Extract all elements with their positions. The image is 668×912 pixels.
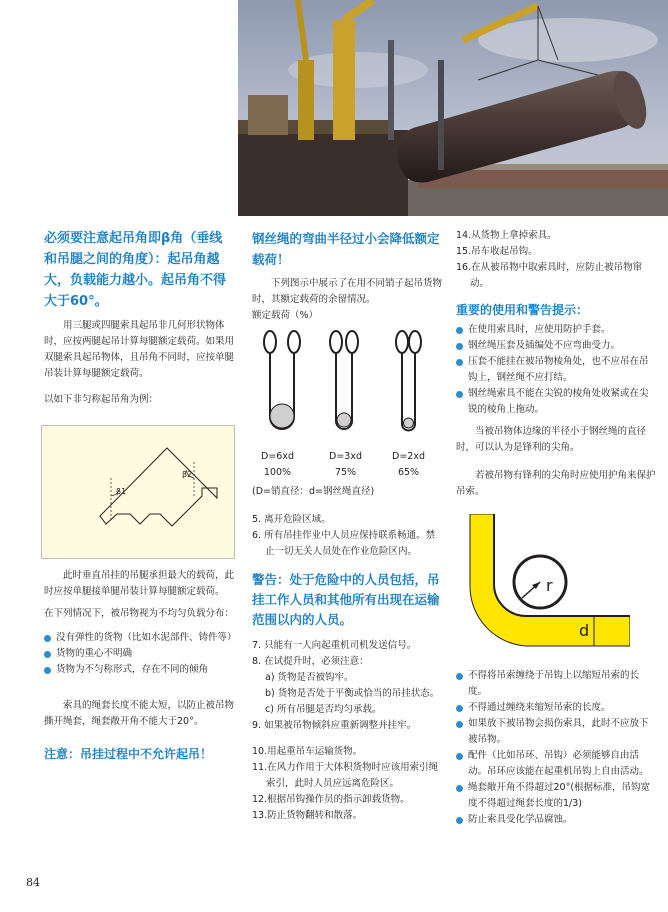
list-item: 14.从货物上拿掉索具。 xyxy=(456,230,557,241)
crane-lifting-photo xyxy=(238,0,668,216)
bullet-icon xyxy=(456,817,463,824)
bullet-icon xyxy=(456,705,463,712)
bullet-icon xyxy=(456,785,463,792)
tips-list xyxy=(456,322,656,418)
diameter-label: d xyxy=(579,621,590,640)
list-item: 货物为不匀称形式，存在不同的倾角 xyxy=(44,662,234,678)
procedure-list xyxy=(252,638,444,824)
angle-label-beta1: β1 xyxy=(116,487,127,496)
list-item: 7. 只能有一人向起重机司机发送信号。 xyxy=(252,640,417,651)
list-item: 8. 在试提升时，必须注意： xyxy=(252,656,369,667)
list-item: 防止索具受化学品腐蚀。 xyxy=(456,812,656,828)
bullet-icon xyxy=(456,673,463,680)
list-item: 货物的重心不明确 xyxy=(44,646,234,662)
list-item: 16.在从被吊物中取索具时，应防止被吊物窜动。 xyxy=(456,262,643,289)
list-item: 钢丝绳索具不能在尖锐的棱角处收紧或在尖锐的棱角上拖动。 xyxy=(456,386,656,418)
paragraph: 以如下非匀称起吊角为例： xyxy=(44,394,159,405)
bullet-icon xyxy=(456,343,463,350)
note-heading: 注意：吊挂过程中不允许起吊！ xyxy=(44,747,213,761)
bullet-icon xyxy=(456,753,463,760)
rope-loops-diagram xyxy=(252,325,444,440)
list-item: 不得通过缠绕来缩短吊索的长度。 xyxy=(456,700,656,716)
paragraph: 此时垂直吊挂的吊腿承担最大的载荷，此时应按单腿接单腿吊装计算每腿额定载荷。 xyxy=(44,570,235,597)
bullet-icon xyxy=(456,391,463,398)
warning-heading: 警告：处于危险中的人员包括，吊挂工作人员和其他所有出现在运输范围以内的人员。 xyxy=(252,572,440,627)
loop-label-2: D=3xd 75% xyxy=(329,451,362,478)
column-1 xyxy=(44,228,234,408)
list-item: 绳套敞开角不得超过20°(根据标准，吊钩宽度不得超过绳套长度的1/3) xyxy=(456,780,656,812)
list-item: 10.用起重吊车运输货物。 xyxy=(252,746,363,757)
bullet-icon xyxy=(44,667,51,674)
list-item: a) 货物是否被钩牢。 xyxy=(265,672,354,683)
loop-label-1: D=6xd 100% xyxy=(261,451,294,478)
paragraph: 下列图示中展示了在用不同销子起吊货物时，其额定载荷的余留情况。 xyxy=(252,278,443,305)
angle-label-beta2: β2 xyxy=(182,470,193,479)
list-item: 12.根据吊钩操作员的指示卸载货物。 xyxy=(252,794,410,805)
list-item: b) 货物是否处于平衡或恰当的吊挂状态。 xyxy=(265,688,440,699)
diameter-legend: (D=销直径：d=钢丝绳直径) xyxy=(252,486,375,497)
radius-label: r xyxy=(546,576,553,595)
column-3 xyxy=(456,228,656,500)
list-item: 9. 如果被吊物倾斜应重新调整并挂牢。 xyxy=(252,720,417,731)
column-3-lower xyxy=(456,668,656,828)
list-item: 不得将吊索缠绕于吊钩上以缩短吊索的长度。 xyxy=(456,668,656,700)
list-item: c) 所有吊腿是否均匀承载。 xyxy=(265,704,382,715)
bullet-icon xyxy=(456,327,463,334)
list-item: 在使用索具时，应使用防护手套。 xyxy=(456,322,656,338)
bullet-icon xyxy=(44,635,51,642)
list-item: 13.防止货物翻转和散落。 xyxy=(252,810,363,821)
corner-protection-diagram xyxy=(462,514,630,660)
bullet-icon xyxy=(44,651,51,658)
column-2 xyxy=(252,228,444,324)
list-item: 5. 离开危险区域。 xyxy=(252,514,331,525)
bullet-icon xyxy=(456,359,463,366)
uneven-load-list xyxy=(44,630,237,678)
paragraph: 若被吊物有锋利的尖角时应使用护角来保护吊索。 xyxy=(456,470,656,497)
paragraph: 在下列情况下，被吊物视为不均匀负载分布： xyxy=(44,608,235,619)
rated-load-label: 额定载荷（%） xyxy=(252,310,319,321)
column-2-lower xyxy=(252,512,444,824)
list-item: 11.在风力作用于大体积货物时应该用索引绳索引，此时人员应远离危险区。 xyxy=(252,762,439,789)
section-heading-bend-radius: 钢丝绳的弯曲半径过小会降低额定载荷！ xyxy=(252,231,440,267)
section-heading-tips: 重要的使用和警告提示： xyxy=(456,303,589,317)
paragraph: 用三腿或四腿索具起吊非几何形状物体时，应按两腿起吊计算每腿额定载荷。如果用双腿索具起吊物体，且吊角不同时，应按单腿吊装计算每腿额定载荷。 xyxy=(44,320,235,379)
list-item: 15.吊车收起吊钩。 xyxy=(456,246,538,257)
list-item: 钢丝绳压套及插编处不应弯曲受力。 xyxy=(456,338,656,354)
column-1-lower xyxy=(44,568,237,764)
list-item: 配件（比如吊环、吊钩）必须能够自由活动。吊环应该能在起重机吊钩上自由活动。 xyxy=(456,748,656,780)
loop-label-3: D=2xd 65% xyxy=(392,451,425,478)
paragraph: 索具的绳套长度不能太短，以防止被吊物撕开绳套，绳套敞开角不能大于20°。 xyxy=(44,700,235,727)
list-item: 没有弹性的货物（比如水泥部件、铸件等） xyxy=(44,630,234,646)
section-heading-lift-angle: 必须要注意起吊角即β角（垂线和吊腿之间的角度）：起吊角越大，负载能力越小。起吊角不得大于60°。 xyxy=(44,231,227,309)
paragraph: 当被吊物体边缘的半径小于钢丝绳的直径时，可以认为是锋利的尖角。 xyxy=(456,426,647,453)
list-item: 压套不能挂在被吊物棱角处，也不应吊在吊钩上，钢丝绳不应打结。 xyxy=(456,354,656,386)
bullet-icon xyxy=(456,721,463,728)
list-item: 如果放下被吊物会损伤索具，此时不应放下被吊物。 xyxy=(456,716,656,748)
asymmetric-lift-diagram xyxy=(41,425,235,559)
page-number: 84 xyxy=(26,876,40,889)
list-item: 6. 所有吊挂作业中人员应保持联系畅通。禁止一切无关人员处在作业危险区内。 xyxy=(252,530,436,557)
